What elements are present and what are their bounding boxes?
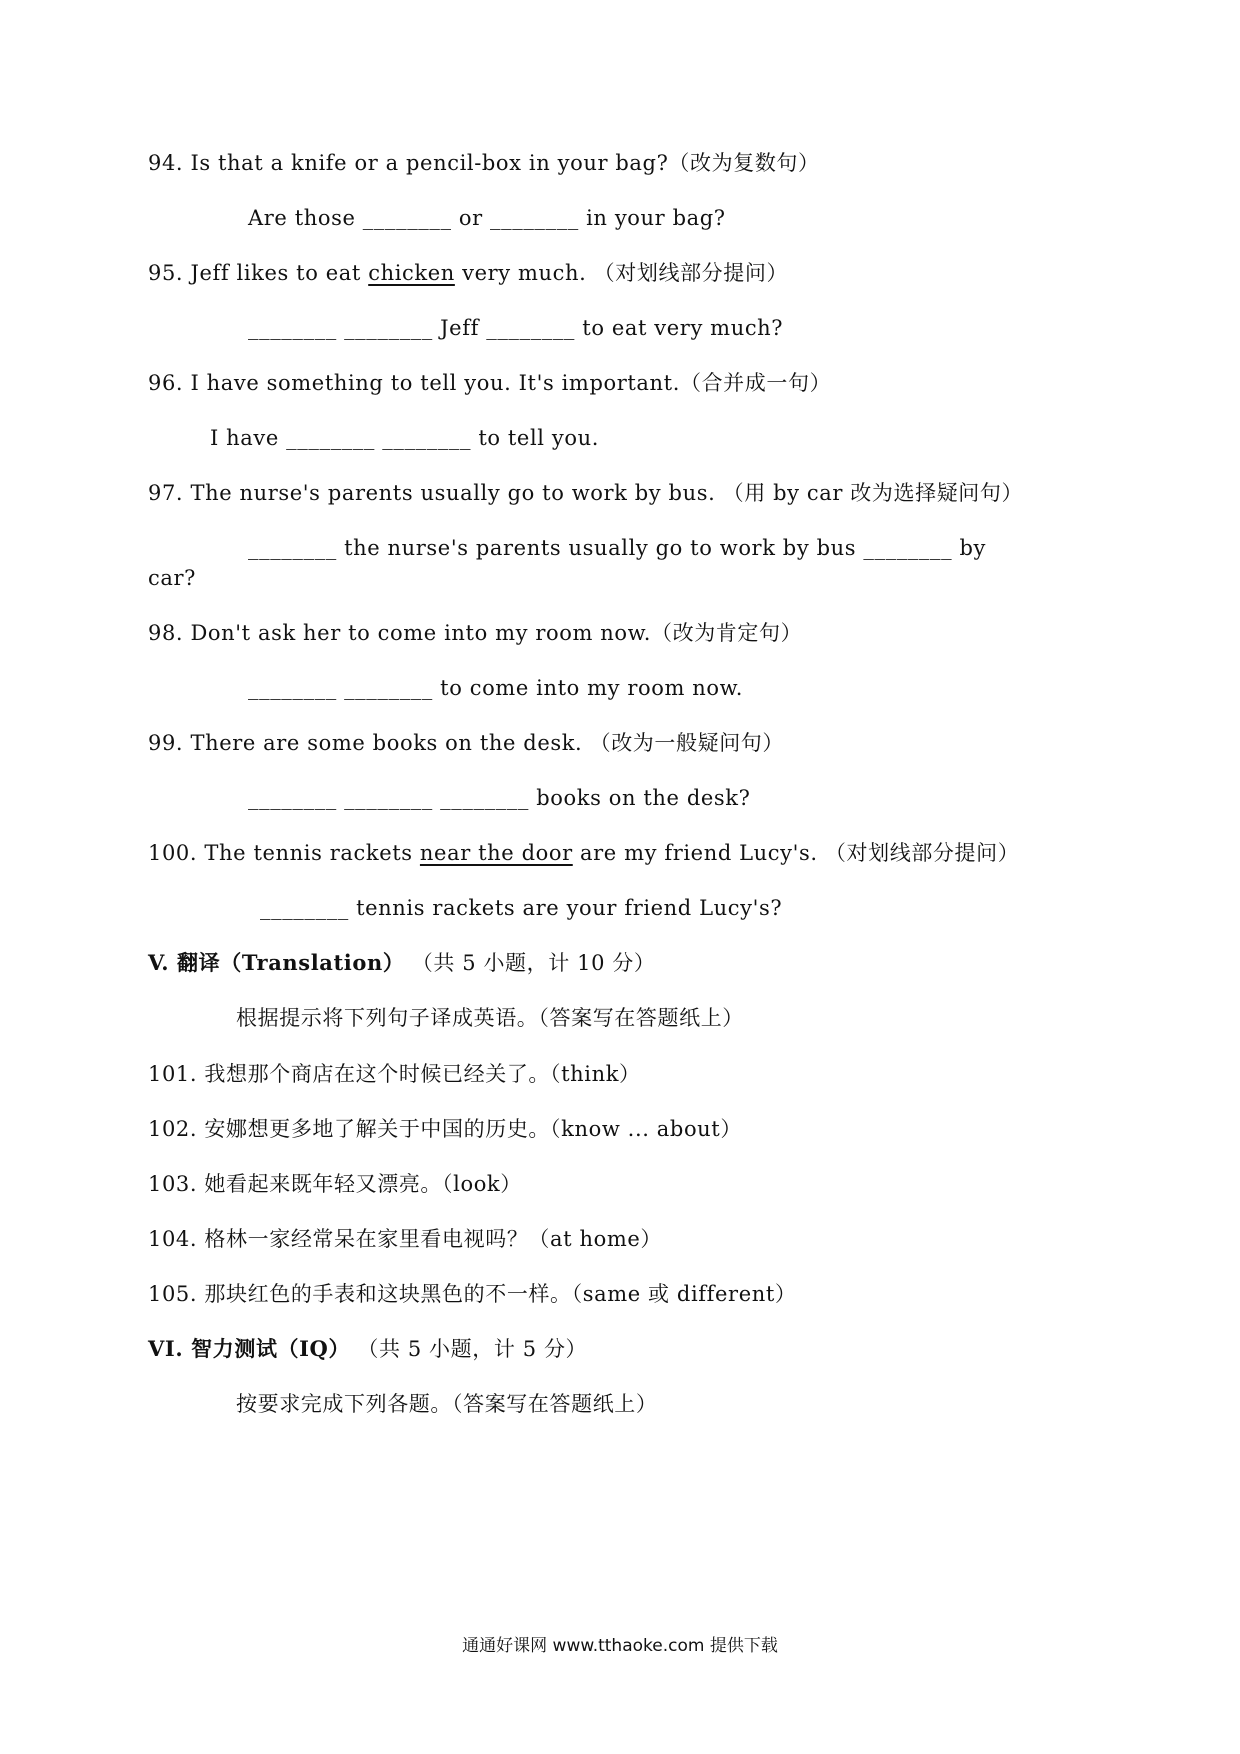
section-5-score: （共 5 小题，计 10 分） (404, 951, 656, 975)
q94-answer-line: Are those ________ or ________ in your bag? (248, 206, 726, 230)
section-6-heading (148, 1334, 587, 1364)
q100-prompt-end: are my friend Lucy's. （对划线部分提问） (572, 841, 1020, 865)
translation-item-102: 102. 安娜想更多地了解关于中国的历史。（know ... about） (148, 1117, 742, 1141)
q94-prompt: 94. Is that a knife or a pencil-box in your bag?（改为复数句） (148, 151, 820, 175)
translation-item-101: 101. 我想那个商店在这个时候已经关了。（think） (148, 1062, 641, 1086)
q98-prompt: 98. Don't ask her to come into my room now.（改为肯定句） (148, 621, 803, 645)
q95-prompt-end: very much. （对划线部分提问） (454, 261, 789, 285)
q100-prompt (148, 838, 1019, 868)
q97-answer-continuation: car? (148, 566, 196, 590)
q95-prompt-start: 95. Jeff likes to eat (148, 261, 369, 285)
translation-item-104: 104. 格林一家经常呆在家里看电视吗？（at home） (148, 1227, 662, 1251)
q99-prompt: 99. There are some books on the desk. （改为一般疑问句） (148, 731, 785, 755)
q95-prompt (148, 258, 788, 288)
q97-answer-line: ________ the nurse's parents usually go to work by bus ________ by (248, 536, 986, 560)
section-6-instruction: 按要求完成下列各题。（答案写在答题纸上） (236, 1392, 658, 1416)
page-footer: 通通好课网 www.tthaoke.com 提供下载 (462, 1636, 778, 1656)
q96-prompt: 96. I have something to tell you. It's important.（合并成一句） (148, 371, 832, 395)
q96-answer-line: I have ________ ________ to tell you. (210, 426, 599, 450)
q98-answer-line: ________ ________ to come into my room now. (248, 676, 744, 700)
q95-underlined-word: chicken (368, 261, 455, 285)
q97-prompt: 97. The nurse's parents usually go to work by bus. （用 by car 改为选择疑问句） (148, 481, 1024, 505)
q100-answer-line: ________ tennis rackets are your friend Lucy's? (260, 896, 783, 920)
q100-underlined-phrase: near the door (419, 841, 573, 865)
translation-item-105: 105. 那块红色的手表和这块黑色的不一样。（same 或 different） (148, 1282, 797, 1306)
section-5-title: V. 翻译（Translation） (148, 950, 405, 975)
q100-prompt-start: 100. The tennis rackets (148, 841, 420, 865)
translation-item-103: 103. 她看起来既年轻又漂亮。（look） (148, 1172, 522, 1196)
section-5-instruction: 根据提示将下列句子译成英语。（答案写在答题纸上） (236, 1006, 744, 1030)
section-6-title: VI. 智力测试（IQ） (148, 1336, 351, 1361)
section-6-score: （共 5 小题，计 5 分） (350, 1337, 588, 1361)
section-5-heading (148, 948, 656, 978)
q95-answer-line: ________ ________ Jeff ________ to eat very much? (248, 316, 784, 340)
q99-answer-line: ________ ________ ________ books on the desk? (248, 786, 751, 810)
